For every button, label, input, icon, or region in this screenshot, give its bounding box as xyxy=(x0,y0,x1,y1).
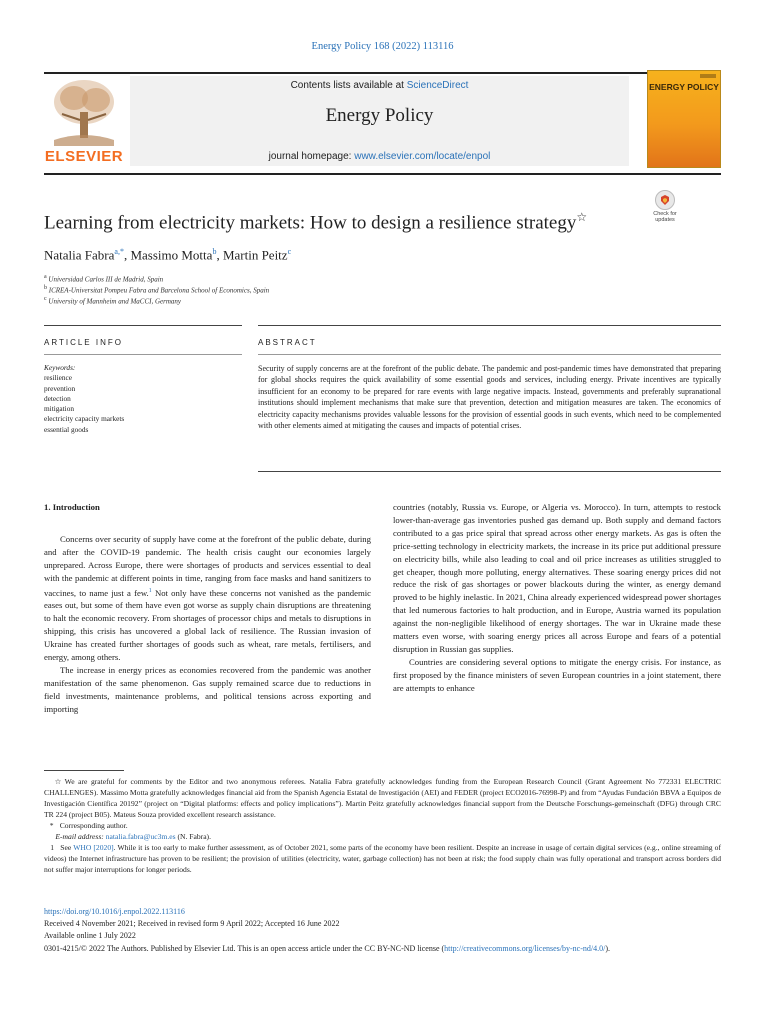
affiliation-mark: a xyxy=(44,274,47,280)
footnote-mark: ☆ xyxy=(54,777,62,786)
homepage-prefix: journal homepage: xyxy=(268,151,355,162)
paragraph-text: Not only have these concerns not vanished as the pandemic eases out, but some of them have even got worse as supply chain disruptions are threatening to halt the economic recovery. From shortages of processor chips and metals to disruptions in shipping, this crisis has uncovered a global lack of resilience. The Russian invasion of Ukraine has created further shortages of goods such as wheat, rare metals, fertilisers, and energy, among others. xyxy=(44,587,372,662)
header-bottom-rule xyxy=(44,173,721,175)
article-info-top-rule xyxy=(44,325,242,326)
check-updates-label: Check for updates xyxy=(653,211,677,223)
body-paragraph: Countries are considering several options to mitigate the energy crisis. For instance, as first proposed by the finance ministers of seven European countries in a joint statement, there are attempts to enhance xyxy=(393,656,721,693)
sciencedirect-link[interactable]: ScienceDirect xyxy=(406,80,469,91)
footnote-mark: 1 xyxy=(50,843,55,852)
check-updates-icon xyxy=(655,190,675,210)
journal-title: Energy Policy xyxy=(325,105,434,126)
keyword: detection xyxy=(44,393,71,403)
homepage-link[interactable]: www.elsevier.com/locate/enpol xyxy=(354,151,491,162)
contents-line xyxy=(130,80,629,91)
keywords-block xyxy=(44,363,242,435)
abstract-mid-rule xyxy=(258,354,721,355)
license-text: 0301-4215/© 2022 The Authors. Published by Elsevier Ltd. This is an open access article under the CC BY-NC-ND license ( xyxy=(44,944,445,953)
author-separator: , xyxy=(216,247,223,263)
cover-publisher-mark xyxy=(700,74,716,78)
affiliation-mark: b xyxy=(44,285,47,291)
doi-link[interactable]: https://doi.org/10.1016/j.enpol.2022.113116 xyxy=(44,907,185,916)
footnote-text: Corresponding author. xyxy=(59,821,128,830)
header-top-rule xyxy=(44,72,721,74)
journal-reference[interactable]: Energy Policy 168 (2022) 113116 xyxy=(311,41,454,52)
author-affiliation-mark[interactable]: c xyxy=(287,247,292,256)
article-info-heading: ARTICLE INFO xyxy=(44,338,123,347)
body-paragraph: countries (notably, Russia vs. Europe, or Algeria vs. Morocco). In turn, attempts to restock lower-than-average gas inventories pushed gas demand up. Both supply and demand factors contributed to a gas price spiral that spread across other energy markets. As gas is often the price-setting technology in electricity markets, the increase in its price put additional pressure on electricity bills, while also leading to coal and oil price increases as utilities struggled to get cheaper, though more polluting, energy alternatives. These soaring energy prices did not reduce the risk of gas shortages or power blackouts during the winter, as energy demand proved to be highly inelastic. In 2021, China already experienced widespread power shortages that led numerous factories to halt production, and in Europe, Austria warned its population against the non-negligible likelihood of energy shortages. The war in Ukraine made these matters even worse, with soaring energy prices all across Europe and fears of a potential disruption in Russian gas supplies. xyxy=(393,502,721,654)
article-title-text: Learning from electricity markets: How to design a resilience strategy xyxy=(44,212,577,234)
body-paragraph: The increase in energy prices as economies recovered from the pandemic was another manifestation of the same phenomenon. Gas supply remained scarce due to reductions in field investments, maintenance problems, and political tensions across exporting and importing xyxy=(44,664,371,714)
affiliation-text: ICREA-Universitat Pompeu Fabra and Barcelona School of Economics, Spain xyxy=(48,286,270,295)
section-heading: 1. Introduction xyxy=(44,502,100,512)
abstract-top-rule xyxy=(258,325,721,326)
available-online: Available online 1 July 2022 xyxy=(44,931,136,940)
abstract-heading: ABSTRACT xyxy=(258,338,317,347)
contents-prefix: Contents lists available at xyxy=(290,80,407,91)
body-right-column xyxy=(393,501,721,695)
footnote-corresponding xyxy=(44,820,721,831)
paragraph-text: Concerns over security of supply have come at the forefront of the public debate, during and after the COVID-19 pandemic. The health crisis caught our economies largely unprepared. Across Europe, there were shortages of products and services essential to deal with the pandemic at different points in time, ranging from face masks and hand sanitizers to vaccines, to name just a few. xyxy=(44,533,371,598)
footnote-text: . While it is too early to make further assessment, as of October 2021, some parts of the economy have been resilient. Despite an increase in usage of certain digital services (e.g., online streaming of videos) the Internet infrastructure has proven to be resilient; the provision of utilities (electricity, water, garbage collection) has not been at risk; the food supply chain was fully operational and transport across borders did not suffer major interruptions for longer periods. xyxy=(44,843,722,874)
affiliation-text: Universidad Carlos III de Madrid, Spain xyxy=(48,275,164,284)
keywords-label: Keywords: xyxy=(44,363,76,372)
tree-icon xyxy=(44,74,124,148)
footnote-email xyxy=(44,831,721,842)
author-name[interactable]: Natalia Fabra xyxy=(44,247,115,263)
article-title xyxy=(44,210,634,234)
check-for-updates-badge[interactable] xyxy=(646,190,684,230)
cover-title: ENERGY POLICY xyxy=(649,82,719,92)
email-label: E-mail address: xyxy=(55,832,106,841)
who-reference-link[interactable]: WHO [2020] xyxy=(73,843,114,852)
keyword: essential goods xyxy=(44,424,89,434)
received-dates: Received 4 November 2021; Received in revised form 9 April 2022; Accepted 16 June 2022 xyxy=(44,919,340,928)
keyword: prevention xyxy=(44,383,76,393)
affiliation xyxy=(44,296,181,305)
journal-cover-thumbnail[interactable] xyxy=(647,70,721,168)
keyword: resilience xyxy=(44,373,72,383)
affiliation xyxy=(44,274,163,283)
author-list xyxy=(44,247,684,263)
author-name[interactable]: Massimo Motta xyxy=(130,247,213,263)
license-statement xyxy=(44,943,721,954)
license-link[interactable]: http://creativecommons.org/licenses/by-nc-nd/4.0/ xyxy=(444,944,606,953)
affiliation xyxy=(44,285,269,294)
footnote-mark: * xyxy=(49,821,54,830)
footnote-text: See xyxy=(60,843,74,852)
footnote-ref[interactable]: 1 xyxy=(148,587,152,594)
email-suffix: (N. Fabra). xyxy=(175,832,211,841)
affiliation-mark: c xyxy=(44,296,47,302)
keyword: mitigation xyxy=(44,404,74,414)
title-note-mark[interactable]: ☆ xyxy=(576,210,588,224)
body-paragraph xyxy=(44,533,371,664)
email-link[interactable]: natalia.fabra@uc3m.es xyxy=(105,832,176,841)
footnote-text: We are grateful for comments by the Editor and two anonymous referees. Natalia Fabra gratefully acknowledges funding from the European Research Council (Grant Agreement No 772331 ELECTRIC CHALLENGES). Massimo Motta gratefully acknowledges financial aid from the Spanish Agencia Estatal de Investigación (AEI) and FEDER (project ECO2016-76998-P) and from “Ayudas Fundación BBVA a Equipos de Investigación Científica 20192” (project on “Digital platforms: effects and policy implications”). Martin Peitz gratefully acknowledges financial support from the Deutsche Forschungs-gemeinschaft (DFG) through CRC TR 224 (project B05). Mateus Souza provided excellent research assistance. xyxy=(44,777,721,819)
author-separator: , xyxy=(123,247,131,263)
abstract-text: Security of supply concerns are at the forefront of the public debate. The pandemic and post-pandemic times have demonstrated that preparing for global shocks requires the quick availability of some essential goods and services, including energy. Private incentives are typically insufficient for an economy to be prepared for rare events with large negative impacts. Instead, governments and preferably supranational institutions should implement mechanisms that make sure that prevention, detection and mitigation measures are taken. The economics of electricity capacity mechanisms provides valuable lessons for the provision of essential goods in such events, which need to be complemented with other elements aimed at mitigating the causes and impacts of potential crises. xyxy=(258,364,721,431)
footnote-1 xyxy=(44,842,721,875)
abstract-bottom-rule xyxy=(258,471,721,472)
license-suffix: ). xyxy=(605,944,610,953)
body-left-column xyxy=(44,501,371,715)
footnote-acknowledgement xyxy=(44,776,721,820)
homepage-line xyxy=(130,151,629,162)
author-name[interactable]: Martin Peitz xyxy=(222,247,288,263)
footnote-rule xyxy=(44,770,124,771)
keyword: electricity capacity markets xyxy=(44,414,125,424)
elsevier-wordmark: ELSEVIER xyxy=(44,148,124,165)
article-info-mid-rule xyxy=(44,354,242,355)
affiliation-text: University of Mannheim and MaCCI, Germany xyxy=(48,297,182,306)
footnotes xyxy=(44,776,721,875)
author-affiliation-mark[interactable]: a,* xyxy=(114,247,124,256)
author-affiliation-mark[interactable]: b xyxy=(212,247,217,256)
